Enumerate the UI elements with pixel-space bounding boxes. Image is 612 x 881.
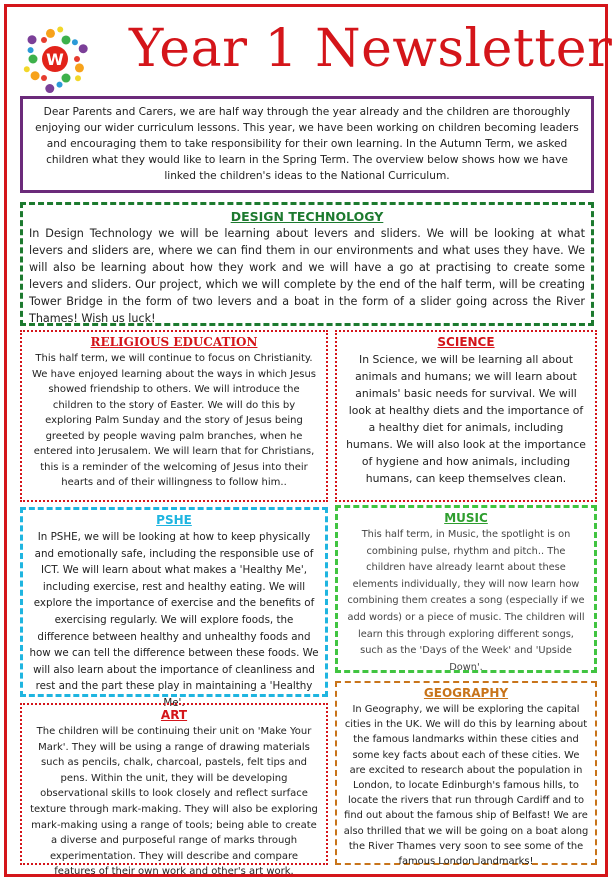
design-technology-section: [20, 202, 594, 326]
geography-heading: GEOGRAPHY: [423, 686, 509, 700]
art-text: The children will be continuing their unit on 'Make Your Mark'. They will be using a range of drawing materials such as pencils, chalk, charcoal, pastels, felt tips and pens. Within the unit, they will be developing observational skills to look closely and reflect surface texture through mark-making. They will also be exploring mark-making using a range of tools; being able to create a diverse and purposeful range of marks through experimentation. They will describe and compare features of their own work and other's art work.: [30, 726, 318, 878]
svg-text:W: W: [46, 50, 64, 69]
logo-dot: [28, 35, 37, 44]
school-logo-icon: [19, 23, 91, 95]
logo-dot: [31, 71, 40, 80]
art-section: [20, 703, 328, 878]
music-text: This half term, in Music, the spotlight is on combining pulse, rhythm and pitch.. The children have already learnt about these elements individually, they will now learn how combining them creates a song (especially if we add words) or a piece of music. The children will learn this through exploring different songs, such as the 'Days of the Week' and 'Upside Down'.: [347, 529, 585, 673]
geography-section: [335, 681, 597, 868]
logo-dot: [57, 26, 63, 32]
logo-dot: [62, 35, 71, 44]
pshe-text: In PSHE, we will be looking at how to keep physically and emotionally safe, including the responsible use of ICT. We will learn about what makes a 'Healthy Me', including exercise, rest and healthy eating. We will explore the importance of exercise and the benefits of exercising regularly. We will explore foods, the difference between healthy and unhealthy foods and how we can tell the difference between these foods. We will also learn about the importance of cleanliness and rest and the part these play in maintaining a 'Healthy Me'.: [29, 531, 319, 709]
science-text: In Science, we will be learning all about animals and humans; we will learn about animals' basic needs for survival. We will look at healthy diets and the importance of a healthy diet for animals, including humans. We will also look at the importance of hygiene and how animals, including humans, can keep themselves clean.: [346, 353, 586, 485]
logo-dot: [79, 44, 88, 53]
logo-dot: [72, 39, 78, 45]
intro-letter: Dear Parents and Carers, we are half way through the year already and the children are thoroughly enjoying our wider curriculum lessons. This year, we have been working on children becoming leaders and encouraging them to take responsibility for their own learning. In the Autumn Term, we asked children what they would like to learn in the Spring Term. The overview below shows how we have linked the children's ideas to the National Curriculum.: [20, 96, 594, 193]
art-heading: ART: [160, 708, 188, 722]
geography-text: In Geography, we will be exploring the capital cities in the UK. We will do this by learning about the famous landmarks within these cities and some key facts about each of these cities. We are excited to research about the population in London, to locate Edinburgh's famous hills, to locate the rivers that run through Cardiff and to find out about the famous ship of Belfast! We are also thrilled that we will be going on a boat along the River Thames very soon to see some of the famous London landmarks!: [343, 704, 589, 868]
religious-education-text: This half term, we will continue to focus on Christianity. We have enjoyed learning about the ways in which Jesus showed friendship to others. We will introduce the children to the story of Easter. We will do this by exploring Palm Sunday and the story of Jesus being greeted by people waving palm branches, when he entered into Jerusalem. We will learn that for Christians, this is a reminder of the welcoming of Jesus into their hearts and of their willingness to follow him..: [31, 353, 316, 488]
music-section: [335, 505, 597, 673]
logo-dot: [41, 75, 47, 81]
page-title: Year 1 Newsletter: [129, 19, 612, 79]
logo-dot: [62, 74, 71, 83]
logo-dot: [24, 66, 30, 72]
logo-dot: [74, 56, 80, 62]
religious-education-section: [20, 330, 328, 502]
logo-dot: [45, 84, 54, 93]
logo-dot: [28, 47, 34, 53]
logo-dot: [29, 55, 38, 64]
design-technology-text: In Design Technology we will be learning about levers and sliders. We will be looking at what levers and sliders are, where we can find them in our environments and what uses they have. We will also be learning about how they work and we will have a go at practising to create some levers and sliders. Our project, which we will complete by the end of the half term, will be creating Tower Bridge in the form of two levers and a boat in the form of a slider going across the River Thames! Wish us luck!: [29, 227, 585, 325]
science-section: [335, 330, 597, 502]
logo-dot: [46, 29, 55, 38]
newsletter-page: [4, 4, 612, 878]
pshe-section: [20, 507, 328, 709]
logo-dot: [75, 63, 84, 72]
religious-education-heading: RELIGIOUS EDUCATION: [90, 335, 258, 349]
logo-dot: [57, 82, 63, 88]
pshe-heading: PSHE: [156, 513, 192, 527]
logo-dot: [75, 75, 81, 81]
newsletter-header: [19, 15, 612, 95]
design-technology-heading: DESIGN TECHNOLOGY: [230, 209, 384, 224]
logo-dot: [41, 37, 47, 43]
science-heading: SCIENCE: [437, 335, 495, 349]
music-heading: MUSIC: [444, 511, 488, 525]
